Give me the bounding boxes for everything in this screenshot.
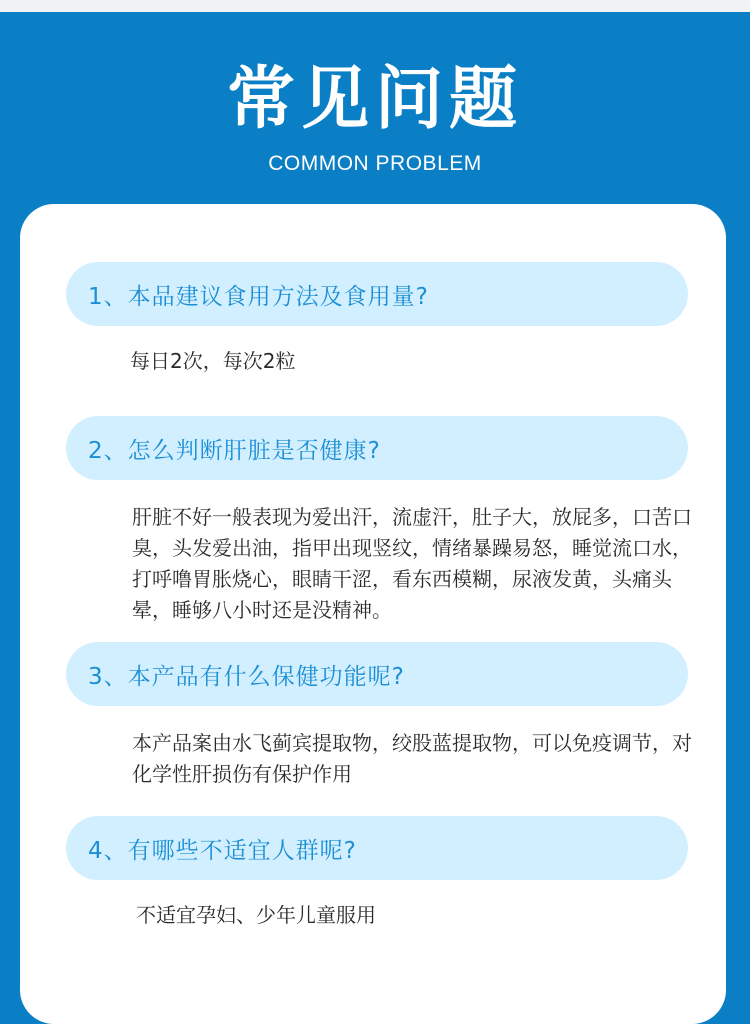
faq-answer-3: 本产品案由水飞蓟宾提取物，绞股蓝提取物，可以免疫调节，对化学性肝损伤有保护作用 bbox=[132, 731, 692, 786]
faq-question-1[interactable]: 1、本品建议食用方法及食用量? bbox=[66, 262, 688, 326]
faq-answer-4: 不适宜孕妇、少年儿童服用 bbox=[136, 903, 376, 927]
faq-answer-2: 肝脏不好一般表现为爱出汗，流虚汗，肚子大，放屁多，口苦口臭，头发爱出油，指甲出现竖纹，情绪暴躁易怒，睡觉流口水，打呼噜胃胀烧心，眼睛干涩，看东西模糊，尿液发黄，头痛头晕，睡够八小时还是没精神。 bbox=[132, 505, 692, 622]
page-title: 常见问题 bbox=[226, 60, 523, 139]
top-strip bbox=[0, 0, 750, 12]
faq-card bbox=[20, 204, 726, 1024]
faq-question-3[interactable]: 3、本产品有什么保健功能呢? bbox=[66, 642, 688, 706]
page-subtitle: COMMON PROBLEM bbox=[268, 152, 482, 175]
faq-answer-1: 每日2次，每次2粒 bbox=[130, 349, 296, 373]
faq-question-4[interactable]: 4、有哪些不适宜人群呢? bbox=[66, 816, 688, 880]
faq-question-2[interactable]: 2、怎么判断肝脏是否健康? bbox=[66, 416, 688, 480]
